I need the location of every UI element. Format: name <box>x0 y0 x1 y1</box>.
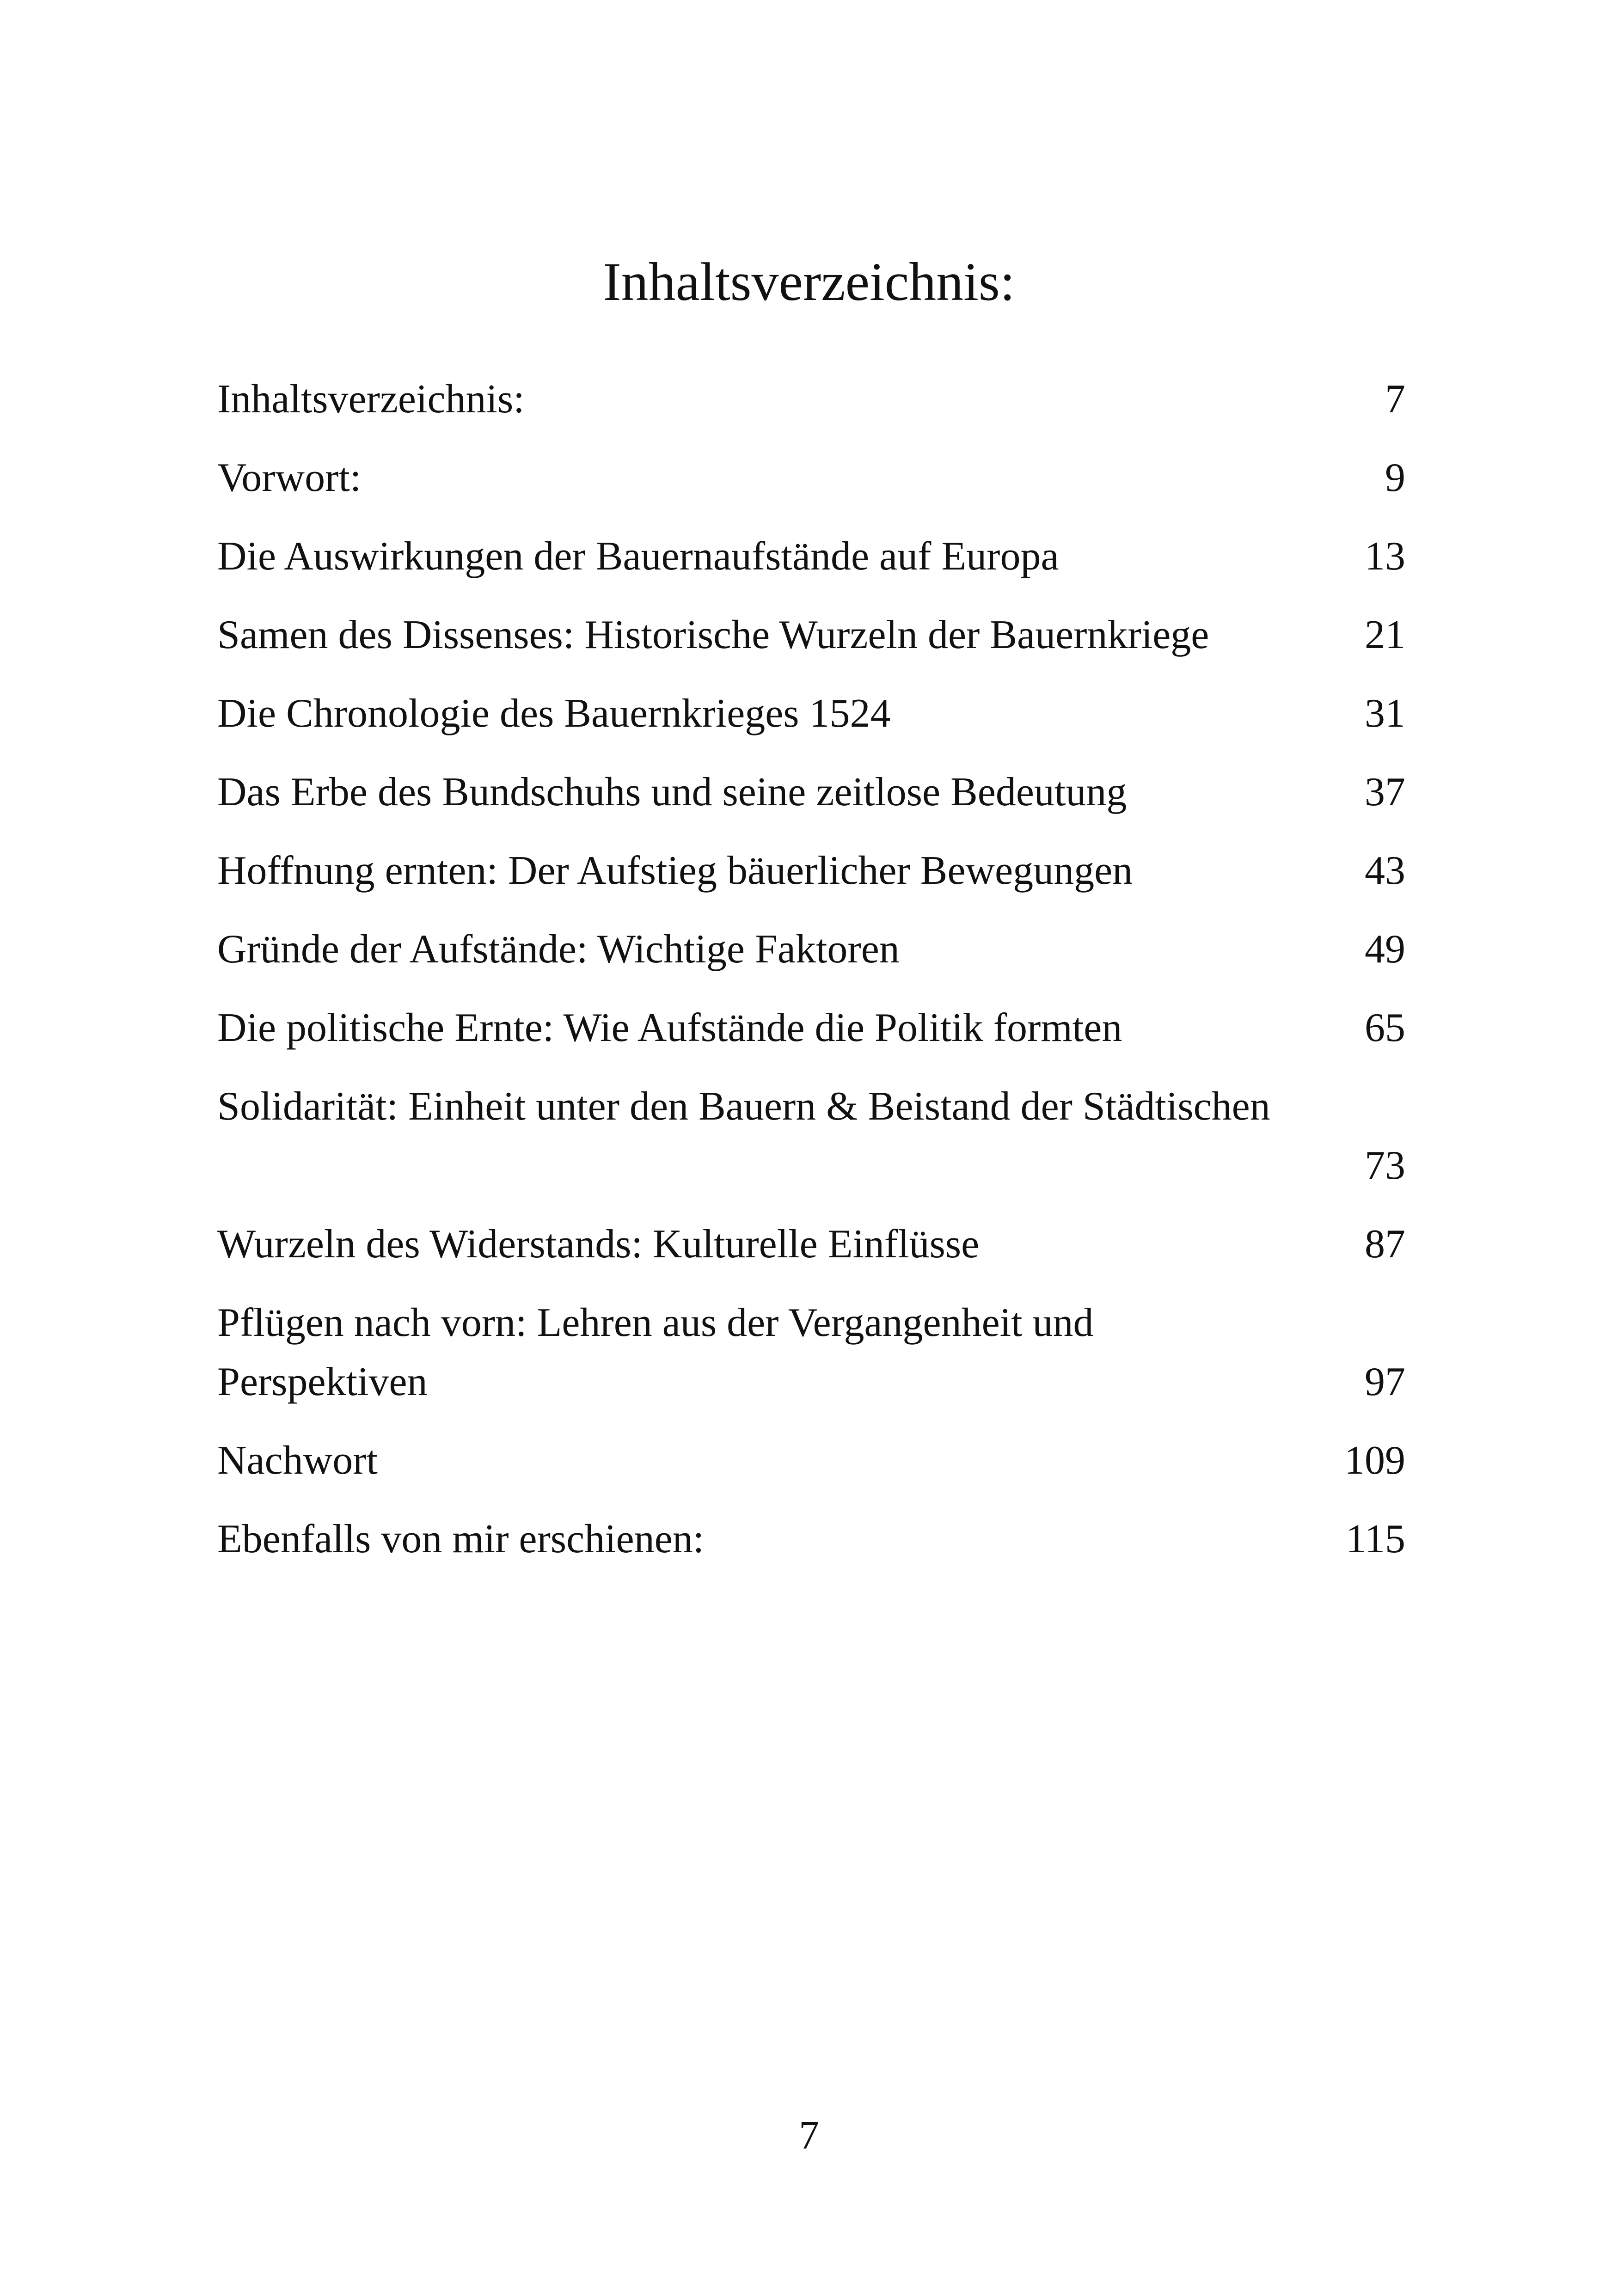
page-number: 7 <box>799 2113 819 2158</box>
toc-entry <box>217 448 1405 508</box>
toc-entry <box>217 1293 1405 1412</box>
toc-entry-title: Die Chronologie des Bauernkrieges 1524 <box>217 691 891 736</box>
toc-entry <box>217 1510 1405 1569</box>
toc-entry-title: Ebenfalls von mir erschienen: <box>217 1517 705 1561</box>
toc-entry-page: 9 <box>1385 455 1405 500</box>
toc-entry-title: Hoffnung ernten: Der Aufstieg bäuerlicher Bewegungen <box>217 848 1133 893</box>
toc-entry-page: 115 <box>1346 1517 1405 1561</box>
toc-entry-page: 7 <box>1385 377 1405 422</box>
toc-entry-page: 21 <box>1365 612 1405 657</box>
toc-entry-title: Vorwort: <box>217 455 362 500</box>
toc-entry-title: Nachwort <box>217 1438 378 1483</box>
table-of-contents <box>217 370 1405 1588</box>
toc-entry-page: 73 <box>1365 1143 1405 1188</box>
toc-entry-page: 109 <box>1344 1438 1405 1483</box>
toc-entry <box>217 1077 1405 1195</box>
toc-entry-page: 31 <box>1365 691 1405 736</box>
toc-entry-title: Die politische Ernte: Wie Aufstände die Politik formten <box>217 1005 1122 1050</box>
toc-entry-title: Inhaltsverzeichnis: <box>217 377 525 422</box>
toc-entry-title: Die Auswirkungen der Bauernaufstände auf Europa <box>217 534 1059 579</box>
toc-entry-page: 43 <box>1365 848 1405 893</box>
toc-entry <box>217 606 1405 665</box>
toc-entry <box>217 684 1405 743</box>
toc-entry-title: Solidarität: Einheit unter den Bauern & Beistand der Städtischen <box>217 1084 1270 1129</box>
toc-entry-title: Samen des Dissenses: Historische Wurzeln der Bauernkriege <box>217 612 1209 657</box>
toc-entry-page: 65 <box>1365 1005 1405 1050</box>
toc-entry-title: Pflügen nach vorn: Lehren aus der Vergangenheit und Perspektiven <box>217 1300 1094 1404</box>
toc-entry <box>217 1431 1405 1490</box>
toc-entry-title: Gründe der Aufstände: Wichtige Faktoren <box>217 927 900 972</box>
toc-entry-page: 13 <box>1365 534 1405 579</box>
toc-entry <box>217 370 1405 429</box>
toc-entry-page: 97 <box>1365 1359 1405 1404</box>
toc-entry-title: Wurzeln des Widerstands: Kulturelle Einflüsse <box>217 1222 980 1267</box>
toc-entry <box>217 527 1405 586</box>
page-title: Inhaltsverzeichnis: <box>603 251 1015 312</box>
toc-entry-page: 37 <box>1365 770 1405 814</box>
toc-entry <box>217 920 1405 979</box>
toc-entry-page: 49 <box>1365 927 1405 972</box>
toc-entry <box>217 1215 1405 1274</box>
toc-entry <box>217 763 1405 822</box>
toc-entry-page: 87 <box>1365 1222 1405 1267</box>
toc-entry-title: Das Erbe des Bundschuhs und seine zeitlose Bedeutung <box>217 770 1127 814</box>
toc-entry <box>217 998 1405 1058</box>
toc-entry <box>217 841 1405 900</box>
